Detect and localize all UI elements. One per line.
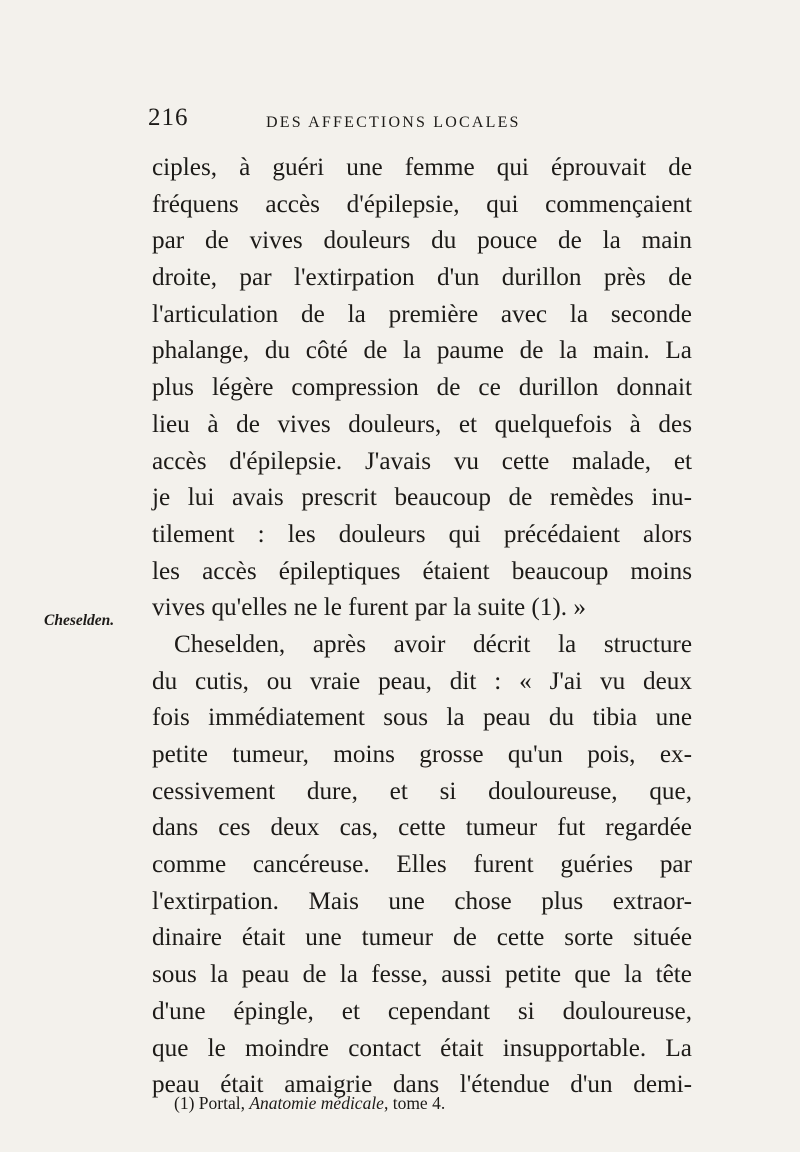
text-line: droite, par l'extirpation d'un durillon près de bbox=[152, 264, 692, 292]
text-line: fréquens accès d'épilepsie, qui commençaient bbox=[152, 190, 692, 218]
text-line: lieu à de vives douleurs, et quelquefois à des bbox=[152, 410, 692, 438]
text-line: fois immédiatement sous la peau du tibia une bbox=[152, 704, 692, 732]
text-line: l'extirpation. Mais une chose plus extraor- bbox=[152, 887, 692, 915]
running-head: DES AFFECTIONS LOCALES bbox=[266, 114, 521, 131]
body-text bbox=[152, 150, 692, 1104]
footnote bbox=[174, 1093, 445, 1114]
text-line: par de vives douleurs du pouce de la main bbox=[152, 227, 692, 255]
text-line: peau était amaigrie dans l'étendue d'un demi- bbox=[152, 1071, 692, 1099]
footnote-work-title: Anatomie médicale bbox=[249, 1093, 384, 1113]
text-line: vives qu'elles ne le furent par la suite (1). » bbox=[152, 594, 586, 622]
text-line: que le moindre contact était insupportable. La bbox=[152, 1034, 692, 1062]
text-line: sous la peau de la fesse, aussi petite que la tête bbox=[152, 961, 692, 989]
text-line: cessivement dure, et si douloureuse, que, bbox=[152, 777, 692, 805]
text-line: les accès épileptiques étaient beaucoup moins bbox=[152, 557, 692, 585]
text-line: l'articulation de la première avec la seconde bbox=[152, 300, 692, 328]
footnote-volume: , tome 4. bbox=[383, 1093, 446, 1113]
footnote-marker: (1) Portal, bbox=[174, 1093, 245, 1113]
text-line: dinaire était une tumeur de cette sorte située bbox=[152, 924, 692, 952]
text-line: Cheselden, après avoir décrit la structure bbox=[174, 630, 692, 658]
text-line: je lui avais prescrit beaucoup de remèdes inu- bbox=[152, 484, 692, 512]
text-line: du cutis, ou vraie peau, dit : « J'ai vu deux bbox=[152, 667, 692, 695]
text-line: dans ces deux cas, cette tumeur fut regardée bbox=[152, 814, 692, 842]
text-line: phalange, du côté de la paume de la main. La bbox=[152, 337, 692, 365]
text-line: ciples, à guéri une femme qui éprouvait de bbox=[152, 154, 692, 181]
text-line: petite tumeur, moins grosse qu'un pois, ex- bbox=[152, 741, 692, 768]
margin-note: Cheselden. bbox=[44, 612, 115, 629]
text-line: accès d'épilepsie. J'avais vu cette malade, et bbox=[152, 447, 692, 475]
page-header bbox=[148, 104, 693, 144]
text-line: tilement : les douleurs qui précédaient alors bbox=[152, 520, 692, 548]
text-line: plus légère compression de ce durillon donnait bbox=[152, 374, 692, 402]
text-line: d'une épingle, et cependant si douloureuse, bbox=[152, 997, 692, 1025]
text-line: comme cancéreuse. Elles furent guéries par bbox=[152, 851, 692, 879]
page-number: 216 bbox=[148, 104, 189, 131]
